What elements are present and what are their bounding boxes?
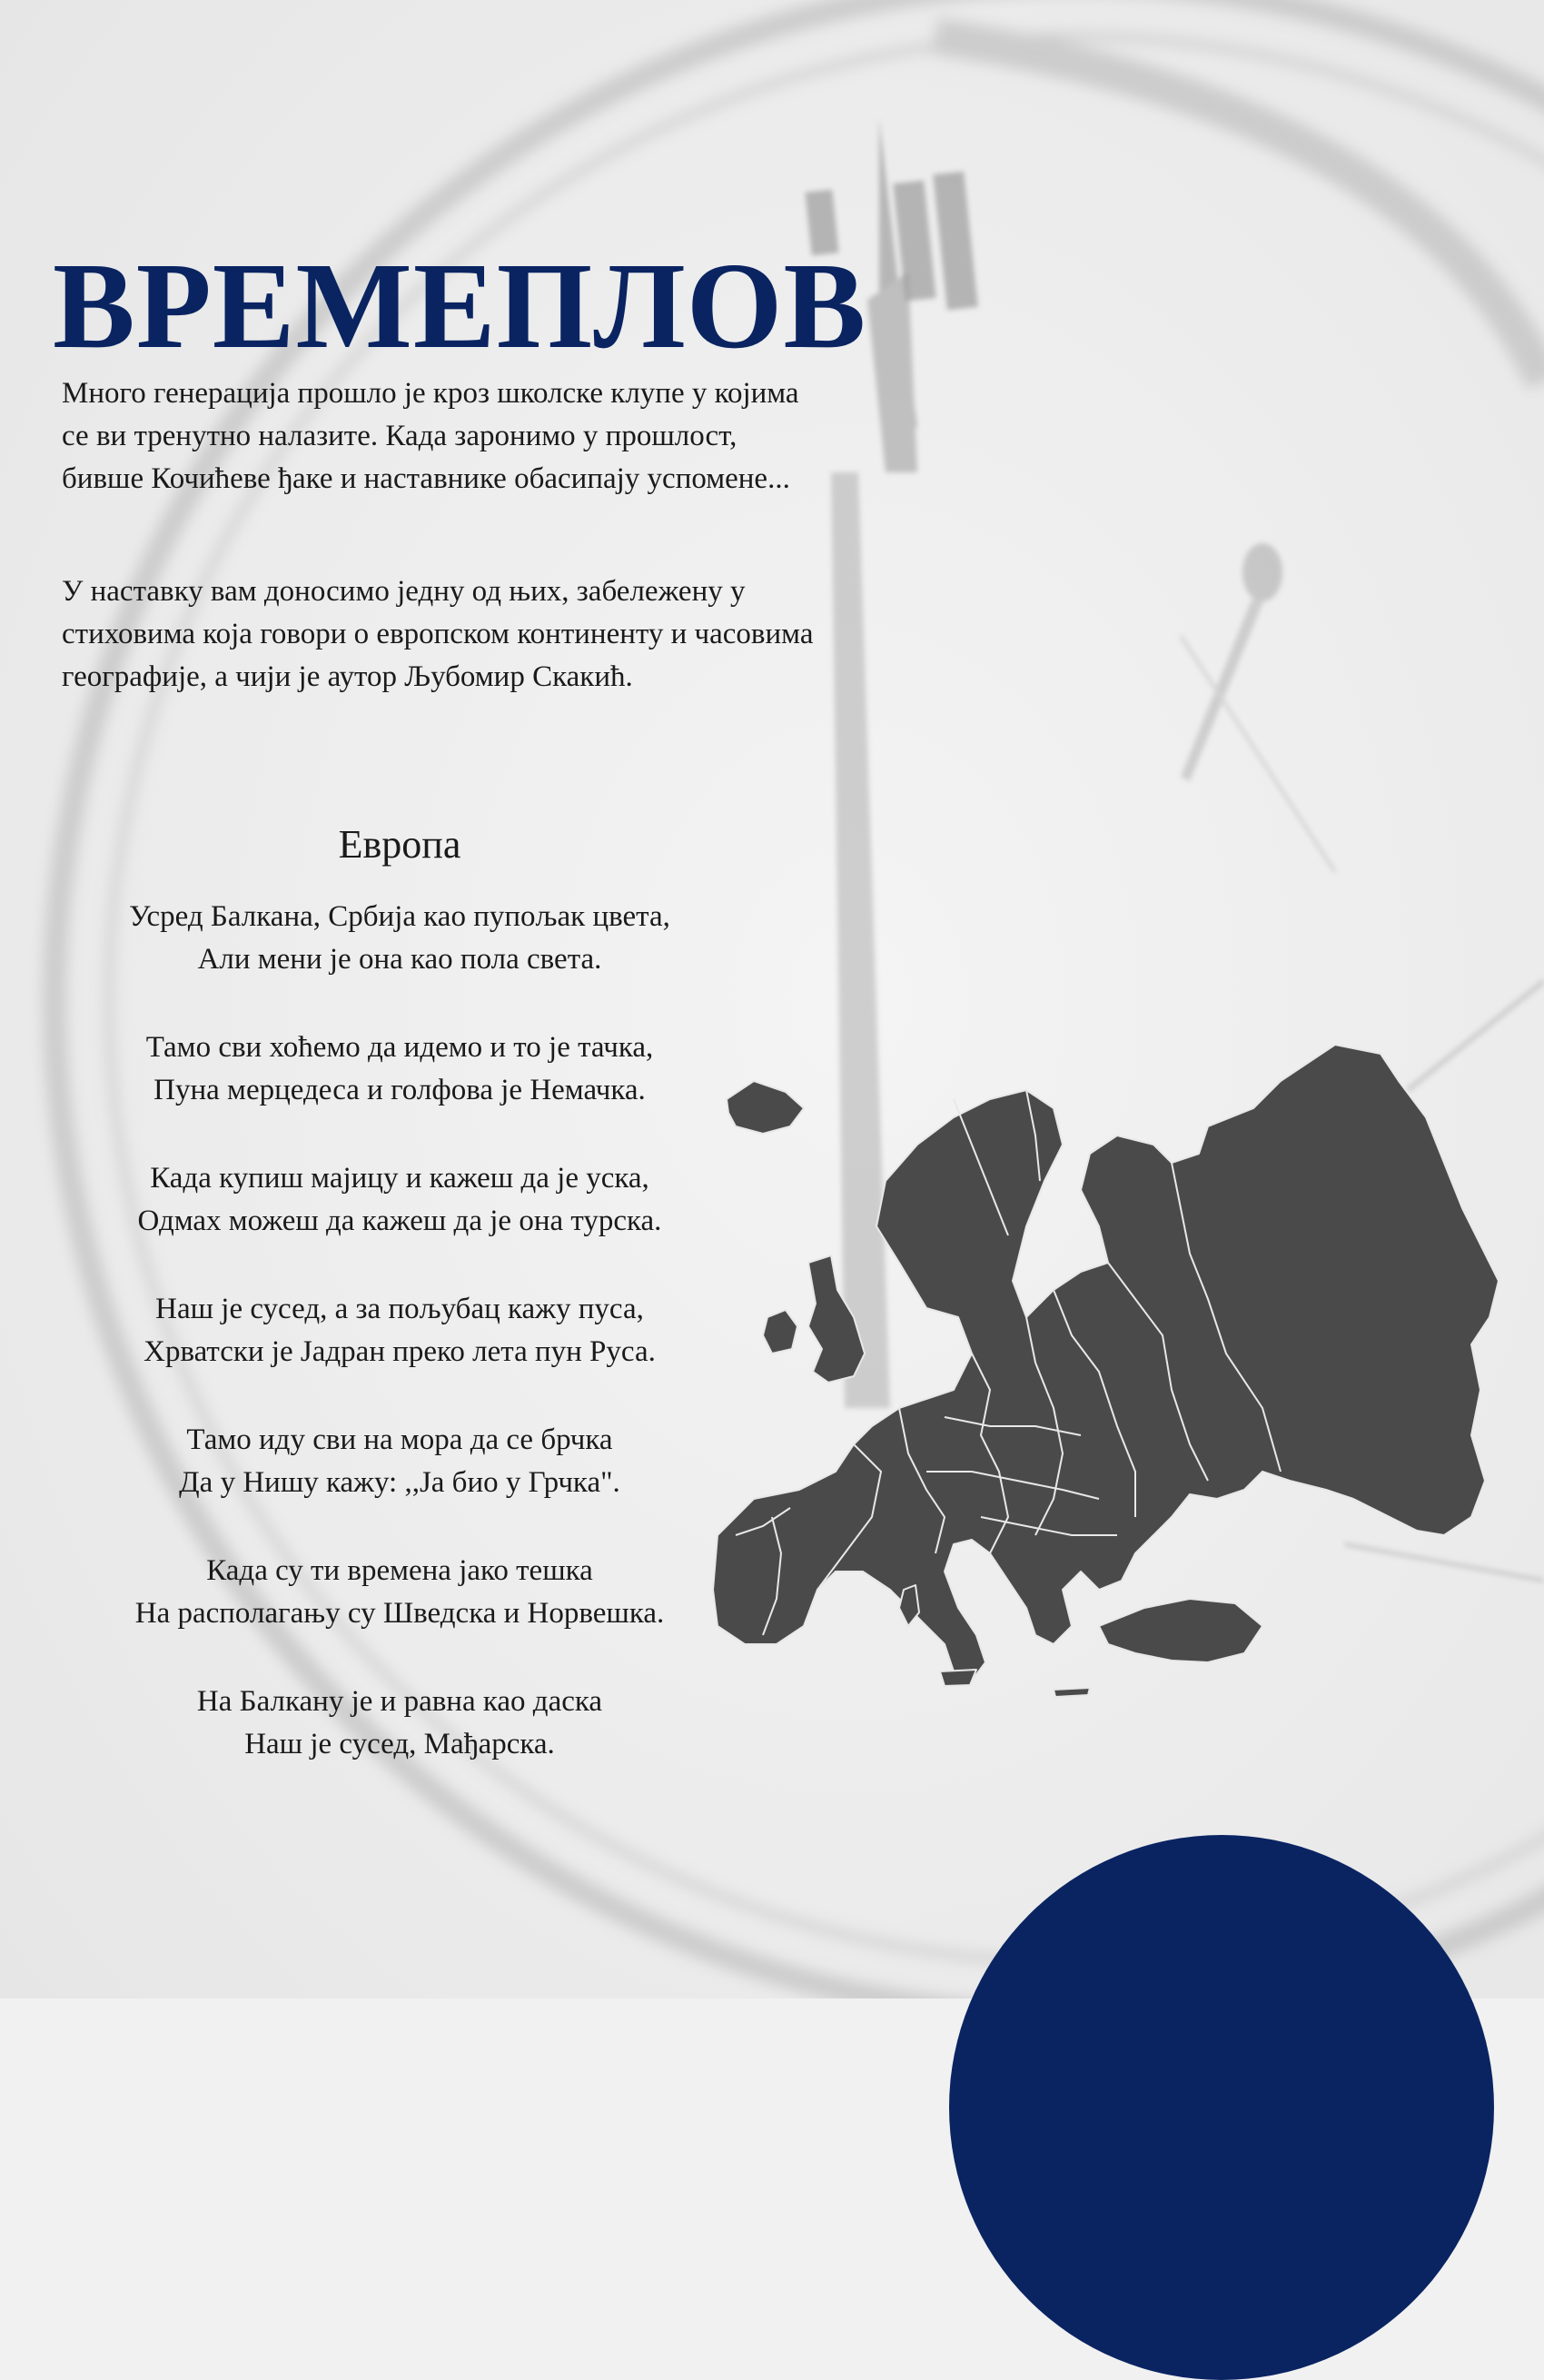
poem-line: На Балкану је и равна као даска xyxy=(196,1685,603,1718)
page-title: ВРЕМЕПЛОВ xyxy=(53,238,867,374)
poem-line: Пуна мерцедеса и голфова је Немачка. xyxy=(153,1074,646,1106)
poem-line: Када купиш мајицу и кажеш да је уска, xyxy=(150,1162,649,1195)
poem-stanza xyxy=(36,1419,763,1504)
poem-body xyxy=(36,896,763,1811)
poem-stanza xyxy=(36,1026,763,1112)
intro-paragraph: У наставку вам доносимо једну од њих, забележену у стиховима која говори о европском континенту и часовима географије, а чији је аутор Љубомир Скакић. xyxy=(62,575,814,693)
poem-line: Тамо сви хоћемо да идемо и то је тачка, xyxy=(145,1031,654,1064)
intro-paragraph: Много генерација прошло је кроз школске клупе у којима се ви тренутно налазите. Када заронимо у прошлост, бивше Кочићеве ђаке и наставнике обасипају успомене... xyxy=(62,377,799,495)
poem-title: Европа xyxy=(338,822,461,867)
navy-corner-circle xyxy=(949,1835,1494,2380)
poem-line: Тамо иду сви на мора да се брчка xyxy=(186,1423,613,1456)
poem-line: Наш је сусед, а за пољубац кажу пуса, xyxy=(155,1293,644,1325)
poem-line: Одмах можеш да кажеш да је она турска. xyxy=(137,1205,662,1237)
poem-line: Наш је сусед, Мађарска. xyxy=(244,1728,555,1760)
poem-stanza xyxy=(36,1681,763,1766)
poem-stanza xyxy=(36,896,763,981)
poem-line: Да у Нишу кажу: ,,Ја био у Грчка". xyxy=(179,1466,620,1499)
poem-stanza xyxy=(36,1550,763,1635)
poem-stanza xyxy=(36,1157,763,1243)
poem-line: Када су ти времена јако тешка xyxy=(206,1554,593,1587)
poem-stanza xyxy=(36,1288,763,1373)
poem-line: Усред Балкана, Србија као пупољак цвета, xyxy=(129,900,670,933)
poem-line: На располагању су Шведска и Норвешка. xyxy=(134,1597,665,1630)
poem-line: Хрватски је Јадран преко лета пун Руса. xyxy=(144,1335,656,1368)
poem-line: Али мени је она као пола света. xyxy=(197,943,602,976)
